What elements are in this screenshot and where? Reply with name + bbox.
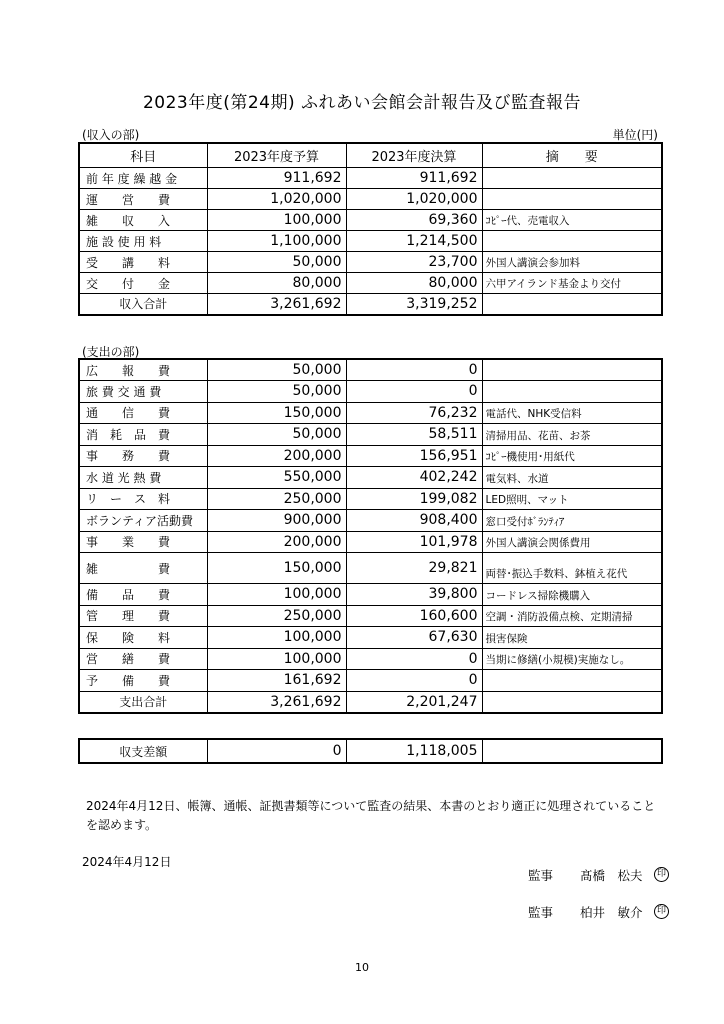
table-row — [79, 273, 662, 294]
row-budget: 550,000 — [207, 467, 346, 489]
row-note — [482, 189, 662, 210]
header-budget: 2023年度予算 — [207, 143, 346, 168]
row-budget: 1,100,000 — [207, 231, 346, 252]
balance-table — [78, 738, 663, 764]
audit-date: 2024年4月12日 — [82, 855, 172, 869]
row-item: 管 理 費 — [79, 605, 207, 627]
row-actual: 29,821 — [346, 553, 482, 584]
income-rows — [79, 168, 662, 294]
table-row — [79, 648, 662, 670]
expense-total-actual: 2,201,247 — [346, 691, 482, 713]
table-row — [79, 467, 662, 489]
header-item: 科目 — [79, 143, 207, 168]
balance-actual: 1,118,005 — [346, 739, 482, 763]
row-item: 事 務 費 — [79, 445, 207, 467]
row-actual: 911,692 — [346, 168, 482, 189]
row-note — [482, 670, 662, 692]
table-row — [79, 168, 662, 189]
table-row — [79, 402, 662, 424]
table-row — [79, 670, 662, 692]
row-item: 旅 費 交 通 費 — [79, 381, 207, 403]
row-note: 外国人講演会参加料 — [482, 252, 662, 273]
row-budget: 911,692 — [207, 168, 346, 189]
expense-table — [78, 358, 663, 714]
row-note: 空調・消防設備点検、定期清掃 — [482, 605, 662, 627]
row-note: 損害保険 — [482, 627, 662, 649]
row-note — [482, 168, 662, 189]
row-item: 運 営 費 — [79, 189, 207, 210]
expense-total-budget: 3,261,692 — [207, 691, 346, 713]
row-item: 広 報 費 — [79, 359, 207, 381]
table-row — [79, 510, 662, 532]
row-note — [482, 359, 662, 381]
row-note: ｺﾋﾟｰ機使用･用紙代 — [482, 445, 662, 467]
row-actual: 101,978 — [346, 531, 482, 553]
row-actual: 402,242 — [346, 467, 482, 489]
row-note: 窓口受付ﾎﾞﾗﾝﾃｨｱ — [482, 510, 662, 532]
row-note: コードレス掃除機購入 — [482, 584, 662, 606]
balance-budget: 0 — [207, 739, 346, 763]
row-note — [482, 231, 662, 252]
row-item: ボランティア活動費 — [79, 510, 207, 532]
row-budget: 150,000 — [207, 402, 346, 424]
row-item: 備 品 費 — [79, 584, 207, 606]
row-actual: 0 — [346, 381, 482, 403]
table-row — [79, 627, 662, 649]
row-actual: 58,511 — [346, 424, 482, 446]
row-budget: 100,000 — [207, 648, 346, 670]
table-row — [79, 488, 662, 510]
income-total-note — [482, 294, 662, 315]
row-actual: 0 — [346, 648, 482, 670]
row-actual: 0 — [346, 670, 482, 692]
balance-label: 収支差額 — [79, 739, 207, 763]
row-budget: 50,000 — [207, 381, 346, 403]
row-actual: 160,600 — [346, 605, 482, 627]
row-actual: 1,214,500 — [346, 231, 482, 252]
row-actual: 908,400 — [346, 510, 482, 532]
row-item: 前 年 度 繰 越 金 — [79, 168, 207, 189]
row-actual: 0 — [346, 359, 482, 381]
row-budget: 161,692 — [207, 670, 346, 692]
row-budget: 50,000 — [207, 424, 346, 446]
row-actual: 23,700 — [346, 252, 482, 273]
auditor-1-name: 髙橋 松夫 — [580, 868, 643, 883]
row-item: 予 備 費 — [79, 670, 207, 692]
row-actual: 67,630 — [346, 627, 482, 649]
auditor-2-role: 監事 — [528, 905, 554, 920]
row-item: 交 付 金 — [79, 273, 207, 294]
row-budget: 250,000 — [207, 488, 346, 510]
header-note: 摘 要 — [482, 143, 662, 168]
audit-statement: 2024年4月12日、帳簿、通帳、証拠書類等について監査の結果、本書のとおり適正に処理されていることを認めます。 — [86, 799, 656, 832]
expense-total-row — [79, 691, 662, 713]
row-actual: 1,020,000 — [346, 189, 482, 210]
expense-total-note — [482, 691, 662, 713]
table-row — [79, 359, 662, 381]
row-item: 消 耗 品 費 — [79, 424, 207, 446]
row-budget: 200,000 — [207, 531, 346, 553]
income-table — [78, 142, 663, 316]
row-note: 外国人講演会関係費用 — [482, 531, 662, 553]
row-item: 水 道 光 熱 費 — [79, 467, 207, 489]
row-note: LED照明、マット — [482, 488, 662, 510]
table-row — [79, 210, 662, 231]
row-actual: 199,082 — [346, 488, 482, 510]
row-item: 保 険 料 — [79, 627, 207, 649]
seal-icon: 印 — [654, 904, 669, 919]
row-budget: 50,000 — [207, 252, 346, 273]
header-actual: 2023年度決算 — [346, 143, 482, 168]
row-item: 雑 収 入 — [79, 210, 207, 231]
row-budget: 100,000 — [207, 210, 346, 231]
row-actual: 156,951 — [346, 445, 482, 467]
seal-icon: 印 — [654, 867, 669, 882]
balance-row — [79, 739, 662, 763]
row-note: 両替･振込手数料、鉢植え花代 — [482, 553, 662, 584]
row-note: 六甲アイランド基金より交付 — [482, 273, 662, 294]
income-total-actual: 3,319,252 — [346, 294, 482, 315]
expense-total-label: 支出合計 — [79, 691, 207, 713]
table-row — [79, 445, 662, 467]
row-budget: 100,000 — [207, 627, 346, 649]
income-section-label: (収入の部) — [82, 128, 140, 142]
row-actual: 80,000 — [346, 273, 482, 294]
row-actual: 39,800 — [346, 584, 482, 606]
row-budget: 1,020,000 — [207, 189, 346, 210]
row-actual: 76,232 — [346, 402, 482, 424]
expense-section-label: (支出の部) — [82, 345, 140, 359]
expense-rows — [79, 359, 662, 691]
row-budget: 200,000 — [207, 445, 346, 467]
page-number: 10 — [355, 961, 369, 974]
page-title: 2023年度(第24期) ふれあい会館会計報告及び監査報告 — [142, 93, 582, 113]
row-note: 電気料、水道 — [482, 467, 662, 489]
table-row — [79, 605, 662, 627]
table-row — [79, 381, 662, 403]
row-budget: 900,000 — [207, 510, 346, 532]
row-item: 通 信 費 — [79, 402, 207, 424]
balance-note — [482, 739, 662, 763]
row-item: 雑 費 — [79, 553, 207, 584]
row-item: 営 繕 費 — [79, 648, 207, 670]
row-item: 事 業 費 — [79, 531, 207, 553]
row-budget: 150,000 — [207, 553, 346, 584]
auditor-1-role: 監事 — [528, 868, 554, 883]
table-row — [79, 252, 662, 273]
income-total-budget: 3,261,692 — [207, 294, 346, 315]
row-note: 当期に修繕(小規模)実施なし。 — [482, 648, 662, 670]
row-item: 施 設 使 用 料 — [79, 231, 207, 252]
income-total-label: 収入合計 — [79, 294, 207, 315]
row-actual: 69,360 — [346, 210, 482, 231]
table-row — [79, 531, 662, 553]
income-header-row — [79, 143, 662, 168]
row-note: 清掃用品、花苗、お茶 — [482, 424, 662, 446]
row-budget: 100,000 — [207, 584, 346, 606]
auditor-2-name: 柏井 敏介 — [580, 905, 643, 920]
table-row — [79, 189, 662, 210]
row-note — [482, 381, 662, 403]
table-row — [79, 424, 662, 446]
unit-label: 単位(円) — [612, 128, 658, 142]
row-budget: 250,000 — [207, 605, 346, 627]
table-row — [79, 231, 662, 252]
table-row — [79, 553, 662, 584]
income-total-row — [79, 294, 662, 315]
row-item: 受 講 料 — [79, 252, 207, 273]
row-budget: 80,000 — [207, 273, 346, 294]
row-budget: 50,000 — [207, 359, 346, 381]
table-row — [79, 584, 662, 606]
row-item: リ ー ス 料 — [79, 488, 207, 510]
row-note: ｺﾋﾟｰ代、売電収入 — [482, 210, 662, 231]
row-note: 電話代、NHK受信料 — [482, 402, 662, 424]
